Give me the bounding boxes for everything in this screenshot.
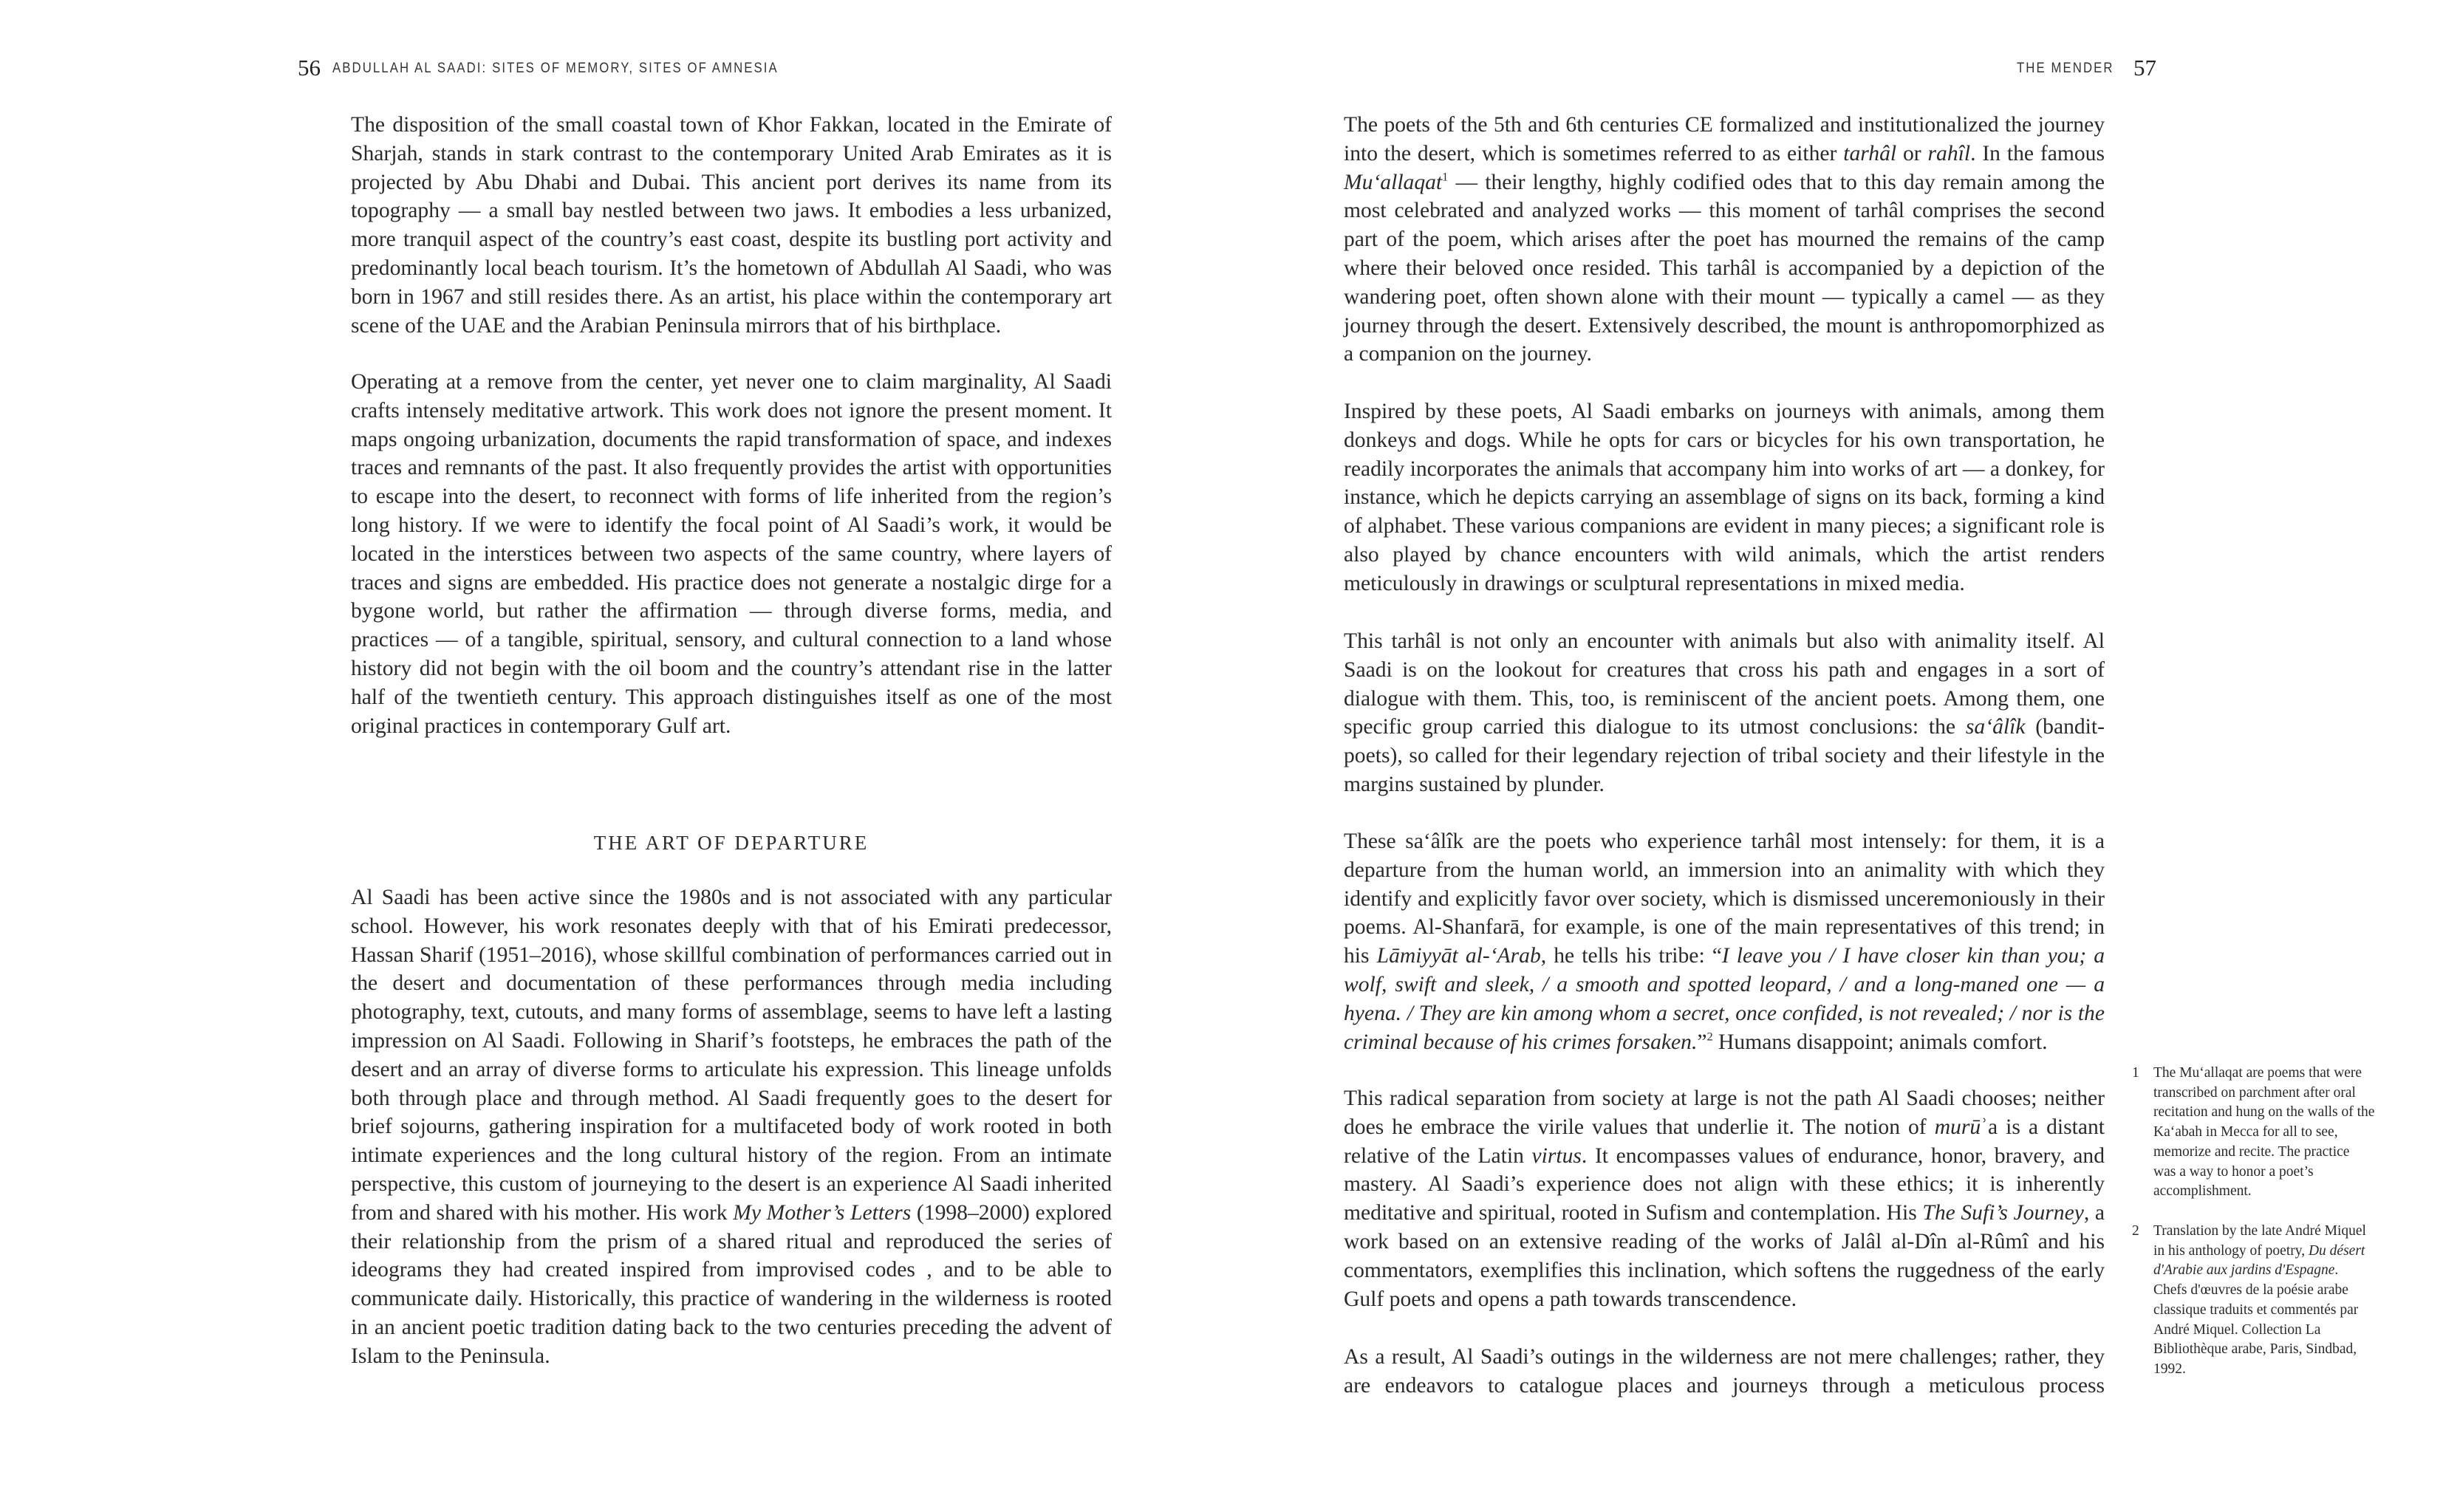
body-paragraph <box>1344 397 2105 598</box>
italic-text: rahîl <box>1927 141 1971 165</box>
text-run: — their lengthy, highly codified odes that to this day remain among the most celebrated and analyzed works — this moment of tarhâl comprises the second part of the poem, which arises after the poet has mourned the remains of the camp where their beloved once resided. This tarhâl is accompanied by a depiction of the wandering poet, often shown alone with their mount — typically a camel — as they journey through the desert. Extensively described, the mount is anthropomorphized as a companion on the journey. <box>1344 170 2105 366</box>
text-run: As a result, Al Saadi’s outings in the wilderness are not mere challenges; rather, they are endeavors to catalogue places and journeys through a meticulous process <box>1344 1345 2105 1398</box>
footnote-text <box>2153 1222 2375 1380</box>
text-run: Inspired by these poets, Al Saadi embarks on journeys with animals, among them donkeys and dogs. While he opts for cars or bicycles for his own transportation, he readily incorporates the animals that accompany him into works of art — a donkey, for instance, which he depicts carrying an assemblage of signs on its back, forming a kind of alphabet. These various companions are evident in many pieces; a significant role is also played by chance encounters with wild animals, which the artist renders meticulously in drawings or sculptural representations in mixed media. <box>1344 400 2105 595</box>
text-run: These sa‘âlîk are the poets who experience tarhâl most intensely: for them, it is a departure from the human world, an immersion into an animality with which they identify and explicitly favor over society, which is dismissed unceremoniously in their poems. Al-Shanfarā, for example, is one of the main representatives of this trend; in his <box>1344 829 2105 968</box>
body-paragraph-continued <box>1344 1343 2105 1400</box>
text-run: The Mu‘allaqat are poems that were transcribed on parchment after oral recitation and hung on the walls of the Ka‘abah in Mecca for all to see, memorize and recite. The practice was a way to honor a poet’s accomplishment. <box>2153 1065 2375 1200</box>
text-run: . It encompasses values of endurance, honor, bravery, and mastery. Al Saadi’s experience does not align with these ethics; it is inherently meditative and spiritual, rooted in Sufism and contemplation. His <box>1344 1143 2105 1225</box>
italic-text: virtus <box>1531 1143 1582 1168</box>
italic-text: sa‘âlîk <box>1965 715 2026 739</box>
text-run: or <box>1896 141 1928 165</box>
footnote-ref: 2 <box>1706 1029 1713 1044</box>
text-run: The poets of the 5th and 6th centuries CE formalized and institutionalized the journey into the desert, which is sometimes referred to as either <box>1344 113 2105 165</box>
text-run: Al Saadi has been active since the 1980s and is not associated with any particular school. However, his work resonates deeply with that of his Emirati predecessor, Hassan Sharif (1951–2016), whose skillful combination of performances carried out in the desert and documentation of these performances through media including photography, text, cutouts, and many forms of assemblage, seems to have left a lasting impression on Al Saadi. Following in Sharif’s footsteps, he embraces the path of the desert and an array of diverse forms to articulate his expression. This lineage unfolds both through place and through method. Al Saadi frequently goes to the desert for brief sojourns, gathering inspiration for a multifaceted body of work rooted in both intimate experiences and the long cultural history of the region. From an intimate perspective, this custom of journeying to the desert is an experience Al Saadi inherited from and shared with his mother. His work <box>351 886 1112 1225</box>
text-run: The disposition of the small coastal town of Khor Fakkan, located in the Emirate of Sharjah, stands in stark contrast to the contemporary United Arab Emirates as it is projected by Abu Dhabi and Dubai. This ancient port derives its name from its topography — a small bay nestled between two jaws. It embodies a less urbanized, more tranquil aspect of the country’s east coast, despite its bustling port activity and predominantly local beach tourism. It’s the hometown of Abdullah Al Saadi, who was born in 1967 and still resides there. As an artist, his place within the contemporary art scene of the UAE and the Arabian Peninsula mirrors that of his birthplace. <box>351 113 1112 338</box>
body-paragraph <box>351 111 1112 340</box>
italic-text: The Sufi’s Journey <box>1922 1201 2084 1225</box>
body-paragraph <box>1344 827 2105 1056</box>
text-run: This tarhâl is not only an encounter with animals but also with animality itself. Al Saadi is on the lookout for creatures that cross his path and engages in a sort of dialogue with them. This, too, is reminiscent of the ancient poets. Among them, one specific group carried this dialogue to its utmost conclusions: the <box>1344 629 2105 739</box>
body-paragraph <box>1344 1084 2105 1313</box>
section-heading: THE ART OF DEPARTURE <box>593 832 869 854</box>
running-head: ABDULLAH AL SAADI: SITES OF MEMORY, SITES OF AMNESIA <box>332 61 779 76</box>
italic-text: tarhâl <box>1843 141 1897 165</box>
text-run: Translation by the late André Miquel in his anthology of poetry, <box>2153 1223 2366 1259</box>
page-number: 57 <box>2133 55 2156 81</box>
italic-text: Du désert d'Arabie aux jardins d'Espagne <box>2153 1242 2365 1279</box>
footnote-ref: 1 <box>1442 169 1449 184</box>
italic-text: I leave you / I have closer kin than you; a wolf, swift and sleek, / a smooth and spotted leopard, / and a long-maned one — a hyena. / They are kin among whom a secret, once confided, is not revealed; / nor is the criminal because of his crimes forsaken. <box>1344 944 2105 1054</box>
italic-text: murū <box>1934 1115 1981 1139</box>
footnote-number: 2 <box>2132 1223 2139 1239</box>
text-run: . In the famous <box>1970 141 2105 165</box>
page-number: 56 <box>298 55 321 81</box>
body-paragraph <box>351 883 1112 1371</box>
italic-text: Lāmiyyāt al-‘Arab <box>1376 944 1541 968</box>
text-run: , he tells his tribe: “ <box>1540 944 1722 968</box>
text-run: . Chefs d'œuvres de la poésie arabe classique traduits et commentés par André Miquel. Collection La Bibliothèque arabe, Paris, Sindbad, 1992. <box>2153 1262 2359 1377</box>
body-paragraph <box>351 368 1112 740</box>
footnote-number: 1 <box>2132 1065 2139 1081</box>
italic-text: My Mother’s Letters <box>733 1200 912 1225</box>
footnote-text <box>2153 1064 2375 1202</box>
text-run: This radical separation from society at large is not the path Al Saadi chooses; neither does he embrace the virile values that underlie it. The notion of <box>1344 1087 2105 1139</box>
text-run: ” <box>1697 1030 1707 1054</box>
text-run: , a work based on an extensive reading of the works of Jalâl al-Dîn al-Rûmî and his commentators, exemplifies this inclination, which softens the ruggedness of the early Gulf poets and opens a path towards transcendence. <box>1344 1201 2105 1311</box>
italic-text: Mu‘allaqat <box>1344 170 1443 194</box>
text-run: (bandit-poets), so called for their legendary rejection of tribal society and their lifestyle in the margins sustained by plunder. <box>1344 715 2105 796</box>
text-run: Humans disappoint; animals comfort. <box>1712 1030 2048 1054</box>
text-run: Operating at a remove from the center, yet never one to claim marginality, Al Saadi crafts intensely meditative artwork. This work does not ignore the present moment. It maps ongoing urbanization, documents the rapid transformation of space, and indexes traces and remnants of the past. It also frequently provides the artist with opportunities to escape into the desert, to reconnect with forms of life inherited from the region’s long history. If we were to identify the focal point of Al Saadi’s work, it would be located in the interstices between two aspects of the same country, where layers of traces and signs are embedded. His practice does not generate a nostalgic dirge for a bygone world, but rather the affirmation — through diverse forms, media, and practices — of a tangible, spiritual, sensory, and cultural connection to a land whose history did not begin with the oil boom and the country’s attendant rise in the latter half of the twentieth century. This approach distinguishes itself as one of the most original practices in contemporary Gulf art. <box>351 370 1112 738</box>
body-paragraph <box>1344 111 2105 369</box>
body-paragraph <box>1344 627 2105 799</box>
text-run: (1998–2000) explored their relationship from the prism of a shared ritual and reproduced the series of ideograms they had created inspired from improvised codes , and to be able to communicate daily. Historically, this practice of wandering in the wilderness is rooted in an ancient poetic tradition dating back to the two centuries preceding the advent of Islam to the Peninsula. <box>351 1200 1112 1368</box>
running-head: THE MENDER <box>2016 61 2114 76</box>
text-run: ʾa is a distant relative of the Latin <box>1344 1115 2105 1168</box>
